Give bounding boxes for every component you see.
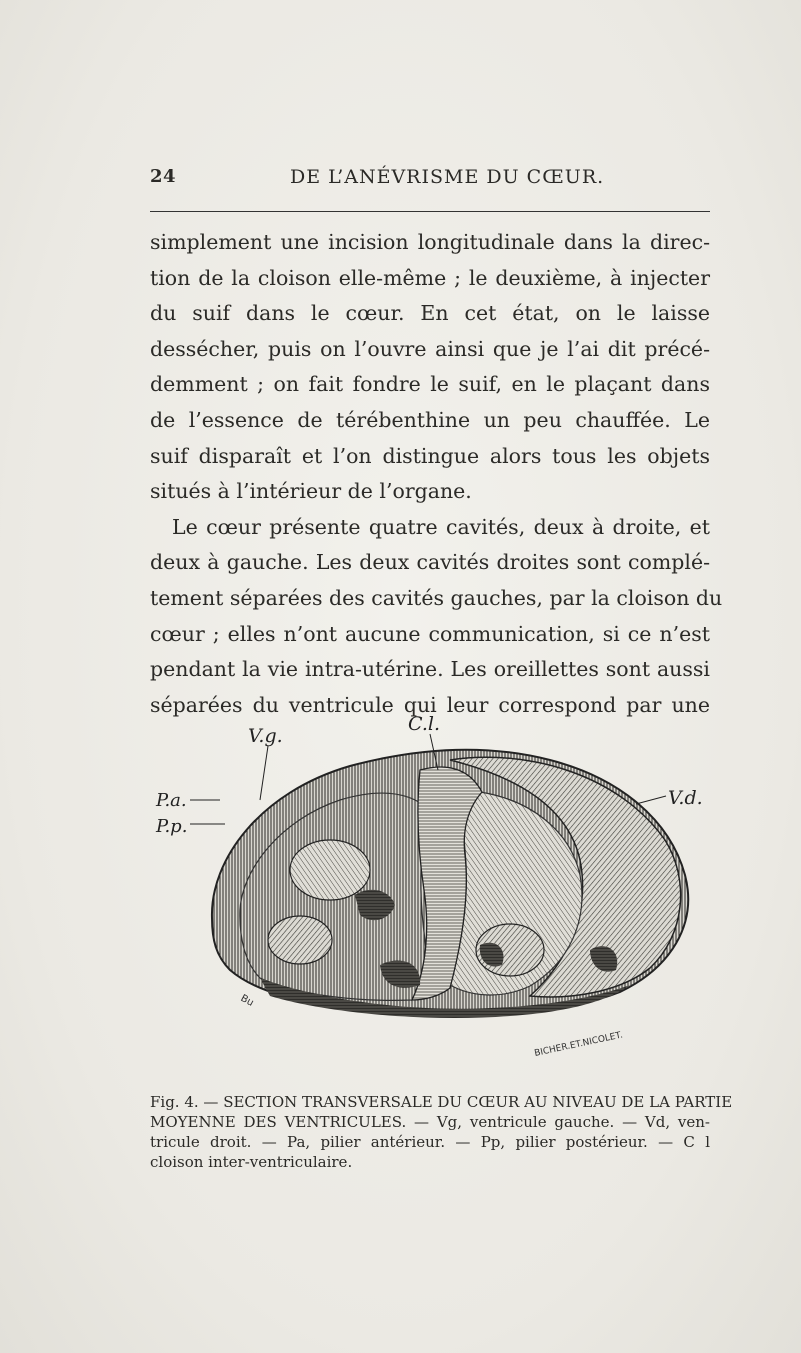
- page-header: [150, 166, 710, 192]
- leader-line: [636, 796, 666, 804]
- text-line: cœur ; elles n’ont aucune communication, si ce n’est: [150, 621, 710, 646]
- page-number: 24: [150, 166, 177, 187]
- text-line: séparées du ventricule qui leur correspond par une: [150, 692, 710, 717]
- caption-line: Fig. 4. — SECTION TRANSVERSALE DU CŒUR AU NIVEAU DE LA PARTIE: [150, 1093, 733, 1111]
- caption-line: tricule droit. — Pa, pilier antérieur. — Pp, pilier postérieur. — C l: [150, 1133, 710, 1151]
- posterior-pillar: [268, 916, 332, 964]
- text-line: pendant la vie intra-utérine. Les oreillettes sont aussi: [150, 657, 710, 682]
- text-line: du suif dans le cœur. En cet état, on le laisse: [150, 301, 710, 326]
- header-rule: [150, 211, 710, 212]
- text-line: simplement une incision longitudinale dans la direc-: [150, 230, 710, 254]
- caption-line: MOYENNE DES VENTRICULES. — Vg, ventricule gauche. — Vd, ven-: [150, 1113, 710, 1131]
- text-line: tement séparées des cavités gauches, par la cloison du: [150, 585, 723, 610]
- caption-line: cloison inter-ventriculaire.: [150, 1153, 353, 1171]
- label-vd: V.d.: [668, 787, 703, 809]
- label-pp: P.p.: [156, 816, 188, 837]
- text-line: demment ; on fait fondre le suif, en le plaçant dans: [150, 372, 710, 397]
- heart-section-engraving: [150, 700, 720, 1080]
- heart-section-figure: [150, 700, 720, 1080]
- text-line: suif disparaît et l’on distingue alors tous les objets: [150, 443, 710, 468]
- label-vg: V.g.: [248, 725, 283, 747]
- text-line: Le cœur présente quatre cavités, deux à droite, et: [172, 514, 710, 539]
- text-line: deux à gauche. Les deux cavités droites sont complé-: [150, 550, 710, 575]
- running-title: DE L’ANÉVRISME DU CŒUR.: [290, 166, 605, 188]
- engraver-signature-left: Bu: [238, 992, 256, 1009]
- text-line: de l’essence de térébenthine un peu chauffée. Le: [150, 407, 710, 432]
- figure-caption: [150, 1092, 733, 1172]
- text-line: situés à l’intérieur de l’organe.: [150, 479, 472, 504]
- label-pa: P.a.: [156, 790, 187, 811]
- label-cl: C.l.: [408, 713, 441, 735]
- text-line: dessécher, puis on l’ouvre ainsi que je l’ai dit précé-: [150, 336, 710, 361]
- engraver-signature-right: BICHER.ET.NICOLET.: [533, 1030, 624, 1059]
- text-line: tion de la cloison elle-même ; le deuxième, à injecter: [150, 265, 710, 290]
- anterior-pillar: [290, 840, 370, 900]
- body-text: [150, 225, 723, 723]
- leader-line: [260, 746, 268, 800]
